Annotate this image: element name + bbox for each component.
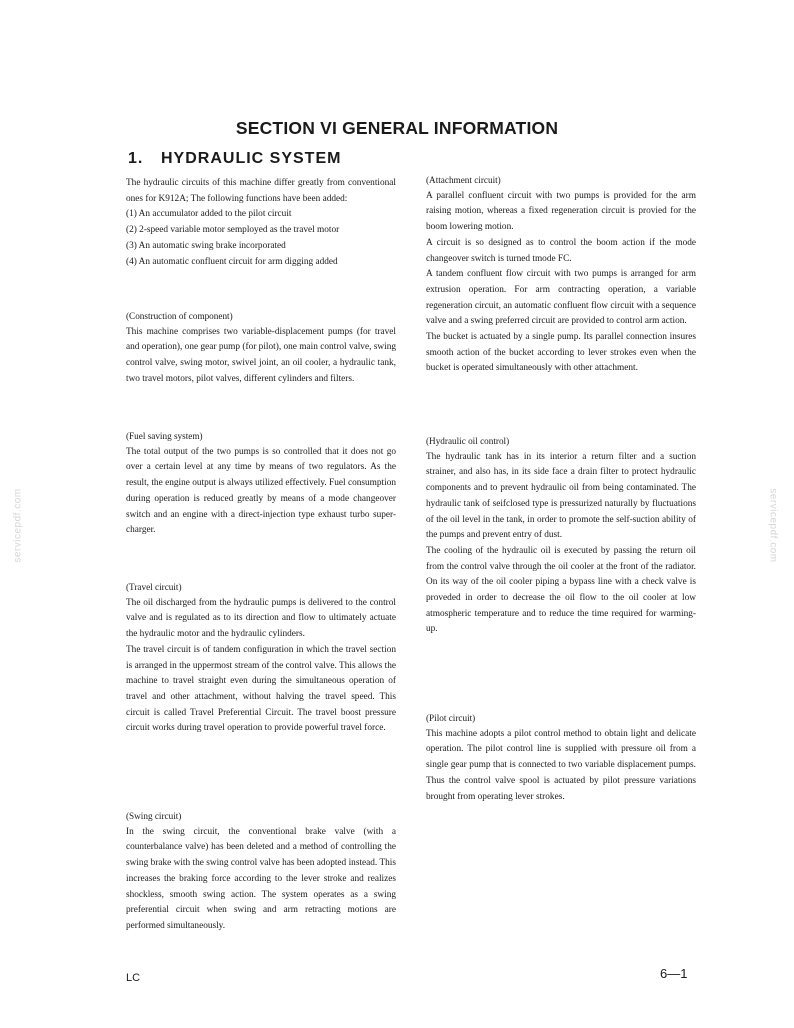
feature-item: (3) An automatic swing brake incorporated bbox=[126, 240, 286, 251]
travel-heading: (Travel circuit) bbox=[126, 582, 182, 592]
fuel-section bbox=[126, 429, 396, 539]
pilot-heading: (Pilot circuit) bbox=[426, 713, 476, 723]
fuel-paragraph: The total output of the two pumps is so controlled that it does not go over a certain level at any time by means of two regulators. As the result, the engine output is always utilized effectively. Fuel consumption during operation is reduced greatly by means of a mode changeover switch and an engine with a direct-injection type exhaust turbo super-charger. bbox=[126, 446, 396, 536]
oil-control-heading: (Hydraulic oil control) bbox=[426, 436, 510, 446]
attachment-paragraph-3: A tandem confluent flow circuit with two pumps is arranged for arm extrusion operation. For arm contracting operation, a variable regeneration circuit, an automatic confluent flow circuit with a sequence valve and a swing preferred circuit are provided to control arm action. bbox=[426, 269, 696, 327]
travel-paragraph-2: The travel circuit is of tandem configuration in which the travel section is arranged in the uppermost stream of the control valve. This allows the machine to travel straight even during the simultaneous operation of travel and other attachment, without halving the travel speed. This circuit is called Travel Preferential Circuit. The travel boost pressure circuit works during travel operation to provide powerful travel force. bbox=[126, 644, 396, 734]
attachment-paragraph-4: The bucket is actuated by a single pump. Its parallel connection insures smooth action of the bucket according to lever strokes even when the bucket is operated simultaneously with other attachment. bbox=[426, 332, 696, 374]
footer-label: LC bbox=[126, 972, 141, 984]
construction-section bbox=[126, 309, 396, 388]
pilot-section bbox=[426, 711, 696, 805]
attachment-section bbox=[426, 173, 696, 377]
watermark-right: servicepdf.com bbox=[767, 488, 779, 563]
attachment-heading: (Attachment circuit) bbox=[426, 175, 501, 185]
oil-control-paragraph-1: The hydraulic tank has in its interior a return filter and a suction strainer, and also has, in its side face a drain filter to protect hydraulic components and to prevent hydraulic oil from being contaminated. The hydraulic tank of seifclosed type is pressurized naturally by fluctuations of the oil level in the tank, in order to promote the self-suction ability of the pumps and prevent entry of dust. bbox=[426, 451, 696, 541]
feature-item: (1) An accumulator added to the pilot circuit bbox=[126, 209, 292, 220]
travel-paragraph-1: The oil discharged from the hydraulic pumps is delivered to the control valve and is regulated as to its direction and flow to ultimately actuate the hydraulic motor and the hydraulic cylinders. bbox=[126, 597, 396, 640]
attachment-paragraph-2: A circuit is so designed as to control the boom action if the mode changeover switch is turned tmode FC. bbox=[426, 237, 696, 264]
page-number: 6—1 bbox=[660, 966, 688, 981]
swing-heading: (Swing circuit) bbox=[126, 811, 182, 821]
attachment-paragraph-1: A parallel confluent circuit with two pumps is provided for the arm raising motion, whereas a fixed regeneration circuit is provied for the boom lowering motion. bbox=[426, 190, 696, 233]
chapter-heading bbox=[128, 150, 341, 168]
oil-control-section bbox=[426, 434, 696, 638]
feature-item: (4) An automatic confluent circuit for arm digging added bbox=[126, 256, 338, 267]
watermark-left: servicepdf.com bbox=[12, 488, 24, 563]
intro-section bbox=[126, 176, 396, 270]
oil-control-paragraph-2: The cooling of the hydraulic oil is executed by passing the return oil from the control valve through the oil cooler at the front of the radiator. On its way of the oil cooler piping a bypass line with a check valve is proveded in order to decrease the oil flow to the oil cooler at low atmospheric temperature and to reduce the time required for warming-up. bbox=[426, 545, 696, 635]
chapter-title: HYDRAULIC SYSTEM bbox=[161, 150, 342, 167]
chapter-number: 1. bbox=[128, 150, 144, 167]
fuel-heading: (Fuel saving system) bbox=[126, 431, 203, 441]
construction-heading: (Construction of component) bbox=[126, 311, 233, 321]
swing-paragraph: In the swing circuit, the conventional brake valve (with a counterbalance valve) has been deleted and a method of controlling the swing brake with the swing control valve has been adopted instead. This increases the braking force according to the lever stroke and realizes shockless, smooth swing action. The system operates as a swing preferential circuit when swing and arm retracting motions are performed simultaneously. bbox=[126, 826, 396, 931]
swing-section bbox=[126, 809, 396, 935]
intro-paragraph: The hydraulic circuits of this machine differ greatly from conventional ones for K912A; The following functions have been added: bbox=[126, 178, 396, 204]
construction-paragraph: This machine comprises two variable-displacement pumps (for travel and operation), one gear pump (for pilot), one main control valve, swing control valve, swing motor, swivel joint, an oil cooler, a hydraulic tank, two travel motors, pilot valves, different cylinders and filters. bbox=[126, 326, 396, 384]
pilot-paragraph: This machine adopts a pilot control method to obtain light and delicate operation. The pilot control line is supplied with pressure oil from a single gear pump that is connected to two variable displacement pumps. Thus the control valve spool is actuated by pilot pressure variations brought from operating lever strokes. bbox=[426, 728, 696, 802]
travel-section bbox=[126, 580, 396, 737]
feature-item: (2) 2-speed variable motor semployed as the travel motor bbox=[126, 225, 340, 236]
section-title: SECTION VI GENERAL INFORMATION bbox=[235, 118, 559, 138]
